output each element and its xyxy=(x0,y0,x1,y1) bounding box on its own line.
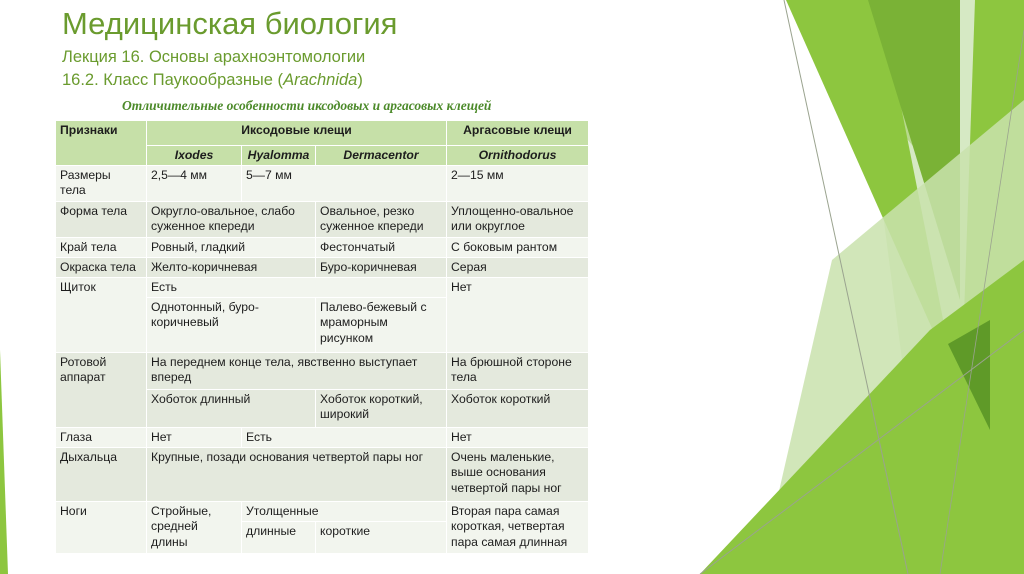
table-row xyxy=(56,501,589,521)
cell-legs-dermacentor: короткие xyxy=(316,521,447,553)
class-prefix: 16.2. Класс Паукообразные ( xyxy=(62,71,284,89)
row-label-legs: Ноги xyxy=(56,501,147,553)
cell-size-hyal-derm: 5—7 мм xyxy=(242,165,447,201)
cell-shape-ixodes-hyal: Округло-овальное, слабо суженное кпереди xyxy=(147,201,316,237)
cell-spiracles-ixodid: Крупные, позади основания четвертой пары ног xyxy=(147,447,447,501)
table-row xyxy=(56,427,589,447)
cell-shield-ixodes-hyal: Однотонный, буро-коричневый xyxy=(147,297,316,352)
cell-legs-ixodes: Стройные, средней длины xyxy=(147,501,242,553)
cell-edge-argas: С боковым рантом xyxy=(447,237,589,257)
cell-shape-argas: Уплощенно-овальное или округлое xyxy=(447,201,589,237)
row-label-color: Окраска тела xyxy=(56,257,147,277)
cell-shape-dermacentor: Овальное, резко суженное кпереди xyxy=(316,201,447,237)
cell-legs-argas: Вторая пара самая короткая, четвертая пара самая длинная xyxy=(447,501,589,553)
cell-mouth-argas-2: Хоботок короткий xyxy=(447,389,589,427)
row-label-size: Размеры тела xyxy=(56,165,147,201)
table-row xyxy=(56,352,589,389)
ticks-comparison-table xyxy=(55,120,589,554)
header-genus-hyalomma: Hyalomma xyxy=(242,146,316,166)
cell-color-dermacentor: Буро-коричневая xyxy=(316,257,447,277)
cell-eyes-argas: Нет xyxy=(447,427,589,447)
table-row xyxy=(56,165,589,201)
table-row xyxy=(56,257,589,277)
cell-spiracles-argas: Очень маленькие, выше основания четвертой пары ног xyxy=(447,447,589,501)
lecture-prefix: Лекция 16. xyxy=(62,48,149,66)
cell-mouth-argas: На брюшной стороне тела xyxy=(447,352,589,389)
row-label-shape: Форма тела xyxy=(56,201,147,237)
header-genus-ixodes: Ixodes xyxy=(147,146,242,166)
table-row xyxy=(56,447,589,501)
header-ixodid: Иксодовые клещи xyxy=(147,121,447,146)
class-subtitle xyxy=(62,70,363,90)
class-latin: Arachnida xyxy=(283,71,358,89)
table-caption: Отличительные особенности иксодовых и аргасовых клещей xyxy=(122,98,492,113)
cell-size-ixodes: 2,5—4 мм xyxy=(147,165,242,201)
row-label-eyes: Глаза xyxy=(56,427,147,447)
class-suffix: ) xyxy=(357,71,363,89)
row-label-spiracles: Дыхальца xyxy=(56,447,147,501)
cell-legs-hyal-derm: Утолщенные xyxy=(242,501,447,521)
cell-size-argas: 2—15 мм xyxy=(447,165,589,201)
cell-mouth-ixodid: На переднем конце тела, явственно выступает вперед xyxy=(147,352,447,389)
table-row xyxy=(56,201,589,237)
cell-shield-ixodid: Есть xyxy=(147,277,447,297)
header-argasid: Аргасовые клещи xyxy=(447,121,589,146)
cell-color-ixodes-hyal: Желто-коричневая xyxy=(147,257,316,277)
header-features: Признаки xyxy=(56,121,147,166)
row-label-shield: Щиток xyxy=(56,277,147,352)
cell-mouth-ixodes-hyal-2: Хоботок длинный xyxy=(147,389,316,427)
cell-edge-dermacentor: Фестончатый xyxy=(316,237,447,257)
cell-legs-hyalomma: длинные xyxy=(242,521,316,553)
cell-color-argas: Серая xyxy=(447,257,589,277)
cell-shield-dermacentor: Палево-бежевый с мраморным рисунком xyxy=(316,297,447,352)
header-genus-dermacentor: Dermacentor xyxy=(316,146,447,166)
cell-eyes-hyal-derm: Есть xyxy=(242,427,447,447)
row-label-mouth: Ротовой аппарат xyxy=(56,352,147,427)
table-row xyxy=(56,277,589,297)
lecture-topic: Основы арахноэнтомологии xyxy=(148,48,366,66)
page-title: Медицинская биология xyxy=(62,6,398,41)
row-label-edge: Край тела xyxy=(56,237,147,257)
table-row xyxy=(56,237,589,257)
deco-left-green-strip xyxy=(0,350,8,574)
cell-edge-ixodes-hyal: Ровный, гладкий xyxy=(147,237,316,257)
header-genus-ornithodorus: Ornithodorus xyxy=(447,146,589,166)
lecture-subtitle xyxy=(62,47,365,67)
cell-eyes-ixodes: Нет xyxy=(147,427,242,447)
cell-mouth-dermacentor-2: Хоботок короткий, широкий xyxy=(316,389,447,427)
cell-shield-argas: Нет xyxy=(447,277,589,352)
